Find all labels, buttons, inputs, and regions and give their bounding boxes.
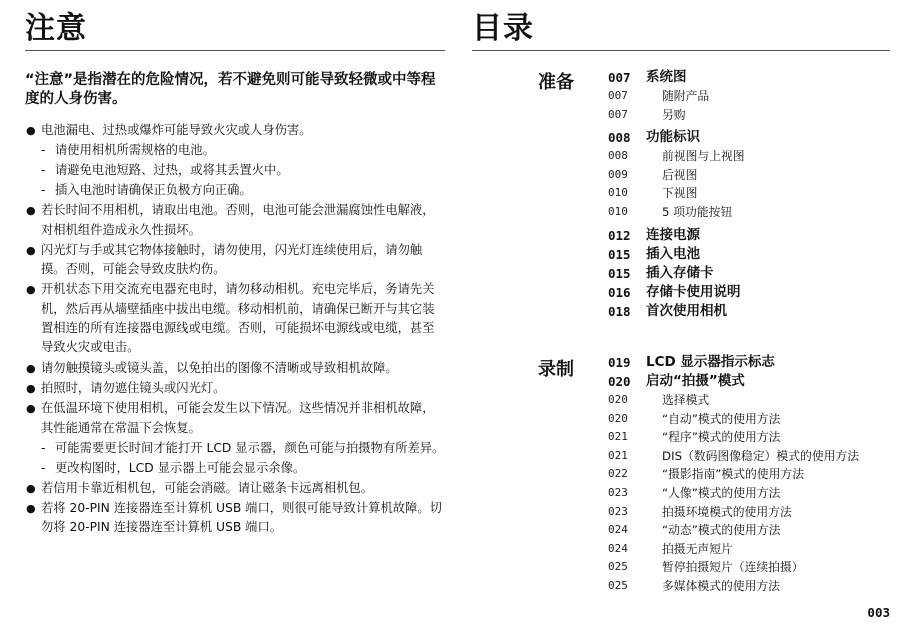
toc-page-number: 015 bbox=[608, 246, 631, 262]
toc-entry-major[interactable] bbox=[608, 226, 888, 245]
bullet-icon: ● bbox=[26, 283, 36, 297]
toc-entry-major[interactable] bbox=[608, 302, 888, 321]
toc-page-number: 007 bbox=[608, 70, 631, 85]
caution-subitem bbox=[25, 141, 445, 160]
toc-entry-title: 拍摄环境模式的使用方法 bbox=[662, 504, 792, 519]
toc-list-record bbox=[608, 353, 888, 596]
toc-entry-minor[interactable] bbox=[608, 184, 888, 203]
toc-page-number: 023 bbox=[608, 504, 628, 518]
toc-page-number: 025 bbox=[608, 578, 628, 592]
toc-entry-minor[interactable] bbox=[608, 521, 888, 540]
toc-entry-minor[interactable] bbox=[608, 106, 888, 125]
toc-entry-minor[interactable] bbox=[608, 465, 888, 484]
caution-item bbox=[25, 359, 445, 378]
toc-entry-title: 下视图 bbox=[662, 186, 698, 201]
toc-entry-title: 多媒体模式的使用方法 bbox=[662, 578, 780, 593]
toc-entry-title: DIS（数码图像稳定）模式的使用方法 bbox=[662, 448, 860, 463]
toc-title: 目录 bbox=[472, 11, 534, 46]
toc-entry-minor[interactable] bbox=[608, 484, 888, 503]
caution-item bbox=[25, 280, 445, 357]
bullet-icon: ● bbox=[26, 361, 36, 375]
toc-entry-major[interactable] bbox=[608, 128, 888, 147]
caution-subitem-text: 可能需要更长时间才能打开 LCD 显示器，颜色可能与拍摄物有所差异。 bbox=[55, 440, 445, 455]
toc-entry-title: 前视图与上视图 bbox=[662, 149, 745, 164]
toc-page-number: 024 bbox=[608, 541, 628, 555]
toc-page-number: 008 bbox=[608, 149, 628, 163]
bullet-icon: ● bbox=[26, 381, 36, 395]
toc-entry-minor[interactable] bbox=[608, 503, 888, 522]
toc-entry-minor[interactable] bbox=[608, 577, 888, 596]
toc-page-number: 016 bbox=[608, 284, 631, 300]
toc-entry-title: 功能标识 bbox=[646, 129, 700, 146]
toc-entry-minor[interactable] bbox=[608, 391, 888, 410]
page-number: 003 bbox=[867, 605, 890, 620]
toc-entry-minor[interactable] bbox=[608, 147, 888, 166]
toc-entry-title: “摄影指南”模式的使用方法 bbox=[662, 467, 804, 482]
toc-section-label-record: 录制 bbox=[538, 359, 574, 380]
toc-entry-title: “程序”模式的使用方法 bbox=[662, 430, 781, 445]
toc-entry-minor[interactable] bbox=[608, 428, 888, 447]
toc-page-number: 008 bbox=[608, 130, 631, 146]
caution-title: 注意 bbox=[25, 11, 87, 46]
caution-item bbox=[25, 479, 445, 498]
caution-item-text: 拍照时，请勿遮住镜头或闪光灯。 bbox=[41, 380, 226, 395]
caution-subitem-text: 请使用相机所需规格的电池。 bbox=[55, 143, 215, 158]
caution-item-text: 若长时间不用相机，请取出电池。否则，电池可能会泄漏腐蚀性电解液，对相机组件造成永久性损坏。 bbox=[41, 203, 435, 237]
toc-entry-title: 连接电源 bbox=[646, 226, 700, 243]
toc-page-number: 019 bbox=[608, 355, 631, 370]
toc-entry-minor[interactable] bbox=[608, 447, 888, 466]
caution-subitem bbox=[25, 181, 445, 200]
toc-page-number: 021 bbox=[608, 448, 628, 462]
toc-entry-title: LCD 显示器指示标志 bbox=[646, 354, 775, 370]
dash-icon: - bbox=[41, 143, 46, 158]
toc-entry-title: 随附产品 bbox=[662, 89, 710, 103]
toc-page-number: 020 bbox=[608, 393, 628, 406]
toc-page-number: 022 bbox=[608, 467, 628, 481]
toc-entry-title: 后视图 bbox=[662, 167, 698, 182]
toc-page-number: 010 bbox=[608, 204, 628, 218]
toc-page-number: 020 bbox=[608, 411, 628, 425]
toc-entry-minor[interactable] bbox=[608, 410, 888, 429]
toc-entry-major[interactable] bbox=[608, 68, 888, 87]
toc-entry-minor[interactable] bbox=[608, 203, 888, 222]
toc-page-number: 012 bbox=[608, 227, 631, 243]
toc-entry-title: 选择模式 bbox=[662, 393, 710, 407]
caution-item-text: 在低温环境下使用相机，可能会发生以下情况。这些情况并非相机故障，其性能通常在常温下会恢复。 bbox=[41, 401, 435, 435]
toc-entry-minor[interactable] bbox=[608, 166, 888, 185]
toc-entry-title: “自动”模式的使用方法 bbox=[662, 411, 781, 426]
caution-item-text: 若将 20-PIN 连接器连至计算机 USB 端口，则很可能导致计算机故障。切勿将 20-PIN 连接器连至计算机 USB 端口。 bbox=[41, 501, 442, 535]
toc-entry-minor[interactable] bbox=[608, 87, 888, 106]
toc-entry-title: 拍摄无声短片 bbox=[662, 541, 733, 556]
caution-item bbox=[25, 379, 445, 398]
caution-item bbox=[25, 399, 445, 438]
dash-icon: - bbox=[41, 183, 46, 198]
toc-entry-title: 存储卡使用说明 bbox=[646, 283, 741, 300]
caution-item bbox=[25, 499, 445, 538]
bullet-icon: ● bbox=[26, 402, 36, 416]
caution-list bbox=[25, 121, 445, 538]
caution-item bbox=[25, 241, 445, 280]
caution-lead: “注意”是指潜在的危险情况，若不避免则可能导致轻微或中等程度的人身伤害。 bbox=[25, 72, 436, 107]
toc-entry-minor[interactable] bbox=[608, 540, 888, 559]
bullet-icon: ● bbox=[26, 243, 36, 257]
toc-section-label-prepare: 准备 bbox=[538, 72, 574, 93]
toc-entry-major[interactable] bbox=[608, 372, 888, 391]
toc-page-number: 007 bbox=[608, 89, 628, 102]
toc-section bbox=[472, 10, 890, 620]
toc-entry-title: “人像”模式的使用方法 bbox=[662, 485, 781, 500]
toc-entry-title: 启动“拍摄”模式 bbox=[646, 373, 745, 389]
caution-item-text: 开机状态下用交流充电器充电时，请勿移动相机。充电完毕后，务请先关机，然后再从墙壁插座中拔出电缆。移动相机前，请确保已断开与其它装置相连的所有连接器电源线或电缆。否则，可能损坏电源线或电缆，甚至导致火灾或电击。 bbox=[41, 282, 435, 355]
toc-page-number: 020 bbox=[608, 374, 631, 389]
caution-item-text: 请勿触摸镜头或镜头盖，以免拍出的图像不清晰或导致相机故障。 bbox=[41, 360, 398, 375]
toc-page-number: 010 bbox=[608, 186, 628, 200]
bullet-icon: ● bbox=[26, 481, 36, 495]
bullet-icon: ● bbox=[26, 204, 36, 218]
toc-entry-minor[interactable] bbox=[608, 558, 888, 577]
bullet-icon: ● bbox=[26, 502, 36, 516]
toc-entry-major[interactable] bbox=[608, 245, 888, 264]
bullet-icon: ● bbox=[26, 124, 36, 137]
toc-title-rule bbox=[472, 50, 890, 51]
caution-subitem-text: 请避免电池短路、过热，或将其丢置火中。 bbox=[55, 163, 289, 178]
toc-page-number: 021 bbox=[608, 430, 628, 444]
toc-page-number: 018 bbox=[608, 303, 631, 319]
toc-page-number: 023 bbox=[608, 485, 628, 499]
caution-subitem bbox=[25, 161, 445, 180]
toc-entry-major[interactable] bbox=[608, 283, 888, 302]
dash-icon: - bbox=[41, 440, 46, 455]
toc-entry-title: “动态”模式的使用方法 bbox=[662, 523, 781, 538]
dash-icon: - bbox=[41, 163, 46, 178]
toc-list-prepare bbox=[608, 68, 888, 321]
toc-entry-title: 暂停拍摄短片（连续拍摄） bbox=[662, 560, 804, 575]
caution-item bbox=[25, 201, 445, 240]
caution-item bbox=[25, 121, 445, 140]
toc-entry-major[interactable] bbox=[608, 264, 888, 283]
toc-page-number: 009 bbox=[608, 167, 628, 181]
caution-subitem-text: 更改构图时，LCD 显示器上可能会显示余像。 bbox=[55, 460, 306, 475]
caution-item-text: 闪光灯与手或其它物体接触时，请勿使用，闪光灯连续使用后，请勿触摸。否则，可能会导致皮肤灼伤。 bbox=[41, 242, 423, 277]
toc-page-number: 024 bbox=[608, 523, 628, 537]
toc-page-number: 015 bbox=[608, 265, 631, 281]
caution-title-rule bbox=[25, 50, 445, 51]
toc-entry-title: 另购 bbox=[662, 107, 686, 122]
caution-subitem bbox=[25, 439, 445, 458]
toc-entry-major[interactable] bbox=[608, 353, 888, 372]
caution-subitem bbox=[25, 459, 445, 478]
caution-item-text: 若信用卡靠近相机包，可能会消磁。请让磁条卡远离相机包。 bbox=[41, 480, 374, 495]
toc-page-number: 007 bbox=[608, 107, 628, 121]
caution-section bbox=[25, 10, 445, 539]
toc-entry-title: 插入存储卡 bbox=[646, 264, 714, 281]
toc-entry-title: 插入电池 bbox=[646, 245, 700, 262]
toc-entry-title: 5 项功能按钮 bbox=[662, 204, 733, 219]
toc-page-number: 025 bbox=[608, 560, 628, 574]
toc-entry-title: 首次使用相机 bbox=[646, 302, 727, 319]
dash-icon: - bbox=[41, 460, 46, 475]
caution-item-text: 电池漏电、过热或爆炸可能导致火灾或人身伤害。 bbox=[41, 123, 312, 137]
caution-subitem-text: 插入电池时请确保正负极方向正确。 bbox=[55, 183, 252, 198]
toc-entry-title: 系统图 bbox=[646, 69, 687, 85]
